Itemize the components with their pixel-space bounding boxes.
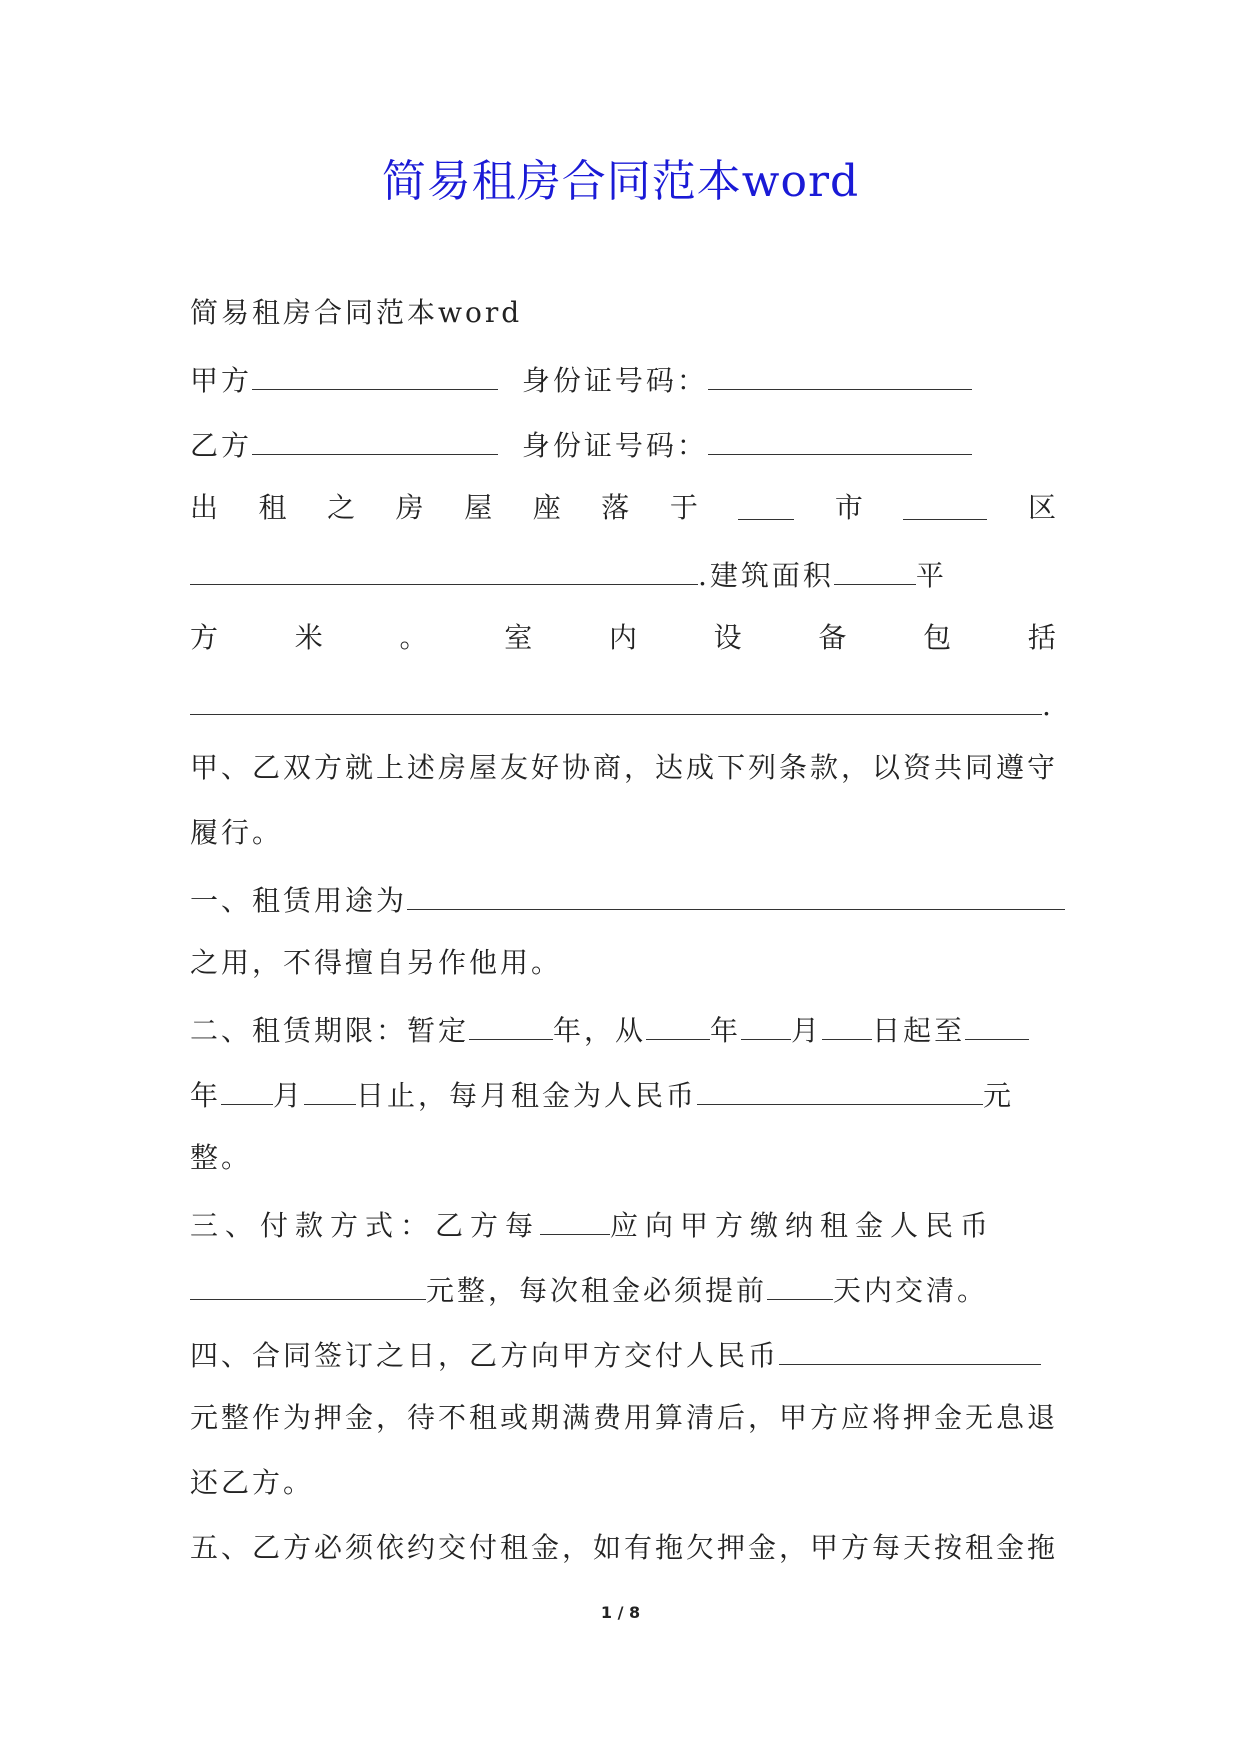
area-char: 包: [923, 621, 952, 654]
party-b-label: 乙方: [190, 429, 253, 462]
clause-1-label: 一、租赁用途为: [190, 884, 408, 917]
area-char: 备: [818, 621, 847, 654]
party-a-label: 甲方: [190, 364, 253, 397]
party-b-blank: [252, 420, 498, 455]
clause-2-month: 月: [791, 1014, 823, 1047]
clause-2-to: 日起至: [872, 1014, 966, 1047]
end-day-blank: [304, 1070, 356, 1105]
page-indicator: 1 / 8: [600, 1603, 641, 1622]
clause-2-l2-end: 日止，每月租金为人民币: [356, 1079, 698, 1112]
loc-district: 区: [1027, 491, 1056, 524]
monthly-rent-blank: [697, 1070, 983, 1105]
clause-1-line: [190, 875, 1056, 940]
clause-3-l2-b: 天内交清。: [833, 1274, 989, 1307]
area-unit-1: 平: [915, 559, 947, 592]
clause-2-year: 年: [710, 1014, 742, 1047]
payment-amount-blank: [190, 1265, 426, 1300]
clause-4-line-3: 还乙方。: [190, 1466, 315, 1499]
loc-char: 于: [669, 491, 698, 524]
deposit-blank: [779, 1330, 1041, 1365]
loc-char: 落: [601, 491, 630, 524]
clause-2-from: 年，从: [553, 1014, 647, 1047]
document-title: 简易租房合同范本word: [381, 156, 860, 207]
clause-3-line-2: [190, 1265, 1056, 1330]
clause-2-line-1: [190, 1005, 1056, 1070]
party-b-line: [190, 420, 1056, 485]
area-char: 室: [504, 621, 533, 654]
district-blank: [903, 485, 987, 520]
clause-2-l2-year: 年: [190, 1079, 222, 1112]
end-year-blank: [965, 1005, 1029, 1040]
equipment-blank: [190, 680, 1042, 715]
party-b-id-label: 身份证号码：: [521, 429, 708, 462]
party-a-blank: [252, 355, 498, 390]
loc-city: 市: [834, 491, 863, 524]
clause-5-line-1: 五、乙方必须依约交付租金，如有拖欠押金，甲方每天按租金拖: [190, 1531, 1059, 1564]
equipment-line: [190, 680, 1056, 745]
party-b-id-blank: [708, 420, 972, 455]
clause-4-label: 四、合同签订之日，乙方向甲方交付人民币: [190, 1339, 780, 1372]
clause-2-label: 二、租赁期限：暂定: [190, 1014, 470, 1047]
area-label: .建筑面积: [698, 559, 834, 592]
clause-2-l2-month: 月: [273, 1079, 305, 1112]
city-blank: [738, 485, 794, 520]
clause-1-cont: 之用，不得擅自另作他用。: [190, 946, 563, 979]
party-a-id-blank: [708, 355, 972, 390]
start-month-blank: [741, 1005, 791, 1040]
address-line: [190, 550, 1056, 615]
loc-char: 屋: [464, 491, 493, 524]
area-char: 设: [713, 621, 742, 654]
equipment-end: .: [1042, 689, 1054, 722]
loc-char: 房: [395, 491, 424, 524]
payment-period-blank: [540, 1200, 610, 1235]
party-a-id-label: 身份证号码：: [521, 364, 708, 397]
area-blank: [834, 550, 916, 585]
subtitle-line: 简易租房合同范本word: [190, 296, 523, 329]
document-body: [190, 290, 1059, 1590]
loc-char: 之: [327, 491, 356, 524]
clause-3-label: 三、付款方式：乙方每: [190, 1209, 541, 1242]
clause-2-line-3: 整。: [190, 1141, 253, 1174]
clause-3-l2-a: 元整，每次租金必须提前: [426, 1274, 768, 1307]
loc-char: 座: [532, 491, 561, 524]
clause-4-line-1: [190, 1330, 1056, 1395]
area-char: 米: [294, 621, 323, 654]
area-char: 括: [1027, 621, 1056, 654]
start-day-blank: [822, 1005, 872, 1040]
agreement-line-2: 履行。: [190, 816, 284, 849]
clause-4-line-2: 元整作为押金，待不租或期满费用算清后，甲方应将押金无息退: [190, 1401, 1059, 1434]
loc-char: 出: [190, 491, 219, 524]
clause-3-rest: 应向甲方缴纳租金人民币: [610, 1209, 996, 1242]
area-char: 方: [190, 621, 219, 654]
area-char: 内: [608, 621, 637, 654]
party-a-line: [190, 355, 1056, 420]
loc-char: 租: [258, 491, 287, 524]
days-blank: [767, 1265, 833, 1300]
area-char: 。: [399, 621, 428, 654]
location-line: [190, 485, 1056, 550]
agreement-line-1: 甲、乙双方就上述房屋友好协商，达成下列条款，以资共同遵守: [190, 751, 1059, 784]
end-month-blank: [221, 1070, 273, 1105]
address-blank: [190, 550, 698, 585]
clause-2-yuan: 元: [983, 1079, 1015, 1112]
start-year-blank: [646, 1005, 710, 1040]
clause-3-line-1: [190, 1200, 1056, 1265]
years-blank: [469, 1005, 553, 1040]
clause-2-line-2: [190, 1070, 1056, 1135]
area-equipment-line: [190, 615, 1056, 680]
purpose-blank: [407, 875, 1065, 910]
